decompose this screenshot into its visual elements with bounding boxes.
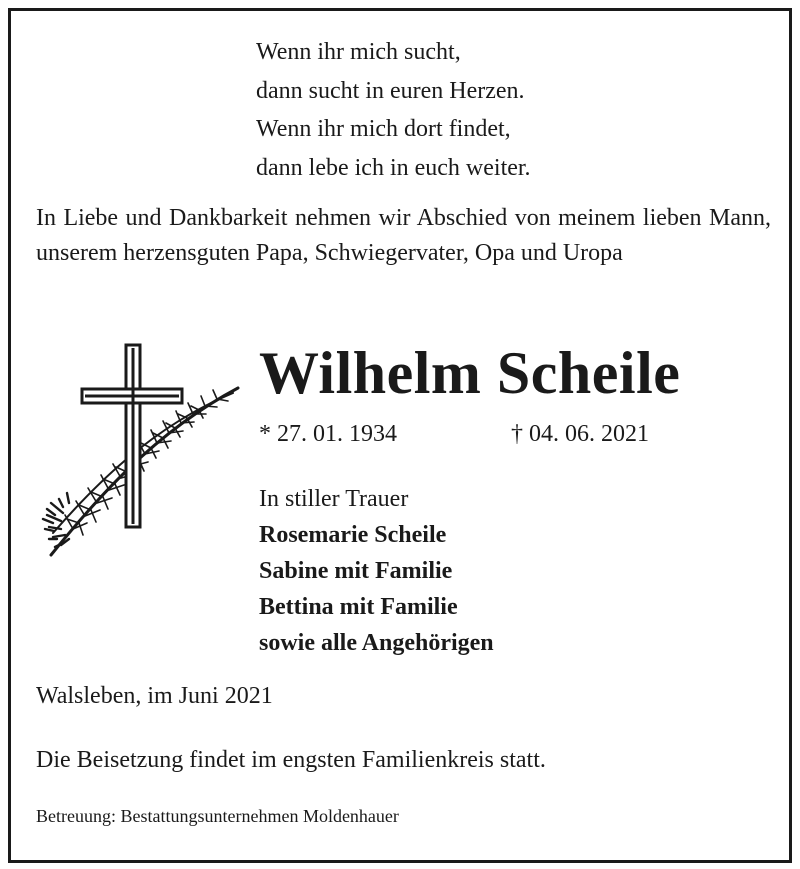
poem-line: dann lebe ich in euch weiter. — [256, 154, 531, 181]
poem-line: Wenn ihr mich dort findet, — [256, 116, 511, 142]
deceased-name: Wilhelm Scheile — [259, 340, 681, 406]
mourning-line: In stiller Trauer — [259, 486, 409, 512]
place-date: Walsleben, im Juni 2021 — [36, 683, 273, 709]
mourner-name: Sabine mit Familie — [259, 558, 453, 584]
mourner-name: sowie alle Angehörigen — [259, 630, 494, 656]
poem-line: dann sucht in euren Herzen. — [256, 77, 525, 104]
intro-text: In Liebe und Dankbarkeit nehmen wir Abschied von meinem lieben Mann, unserem herzensguten Papa, Schwiegervater, Opa und Uropa — [36, 205, 771, 266]
undertaker-credit: Betreuung: Bestattungsunternehmen Moldenhauer — [36, 806, 399, 826]
poem-line: Wenn ihr mich sucht, — [256, 39, 461, 65]
mourners-block — [259, 481, 494, 661]
mourner-name: Bettina mit Familie — [259, 594, 458, 620]
cross-with-branch — [33, 333, 243, 569]
birth-date: * 27. 01. 1934 — [259, 421, 397, 447]
burial-note: Die Beisetzung findet im engsten Familienkreis statt. — [36, 747, 546, 773]
poem — [256, 33, 531, 187]
death-date: † 04. 06. 2021 — [511, 421, 649, 447]
obituary-notice — [8, 8, 792, 863]
mourner-name: Rosemarie Scheile — [259, 522, 447, 548]
